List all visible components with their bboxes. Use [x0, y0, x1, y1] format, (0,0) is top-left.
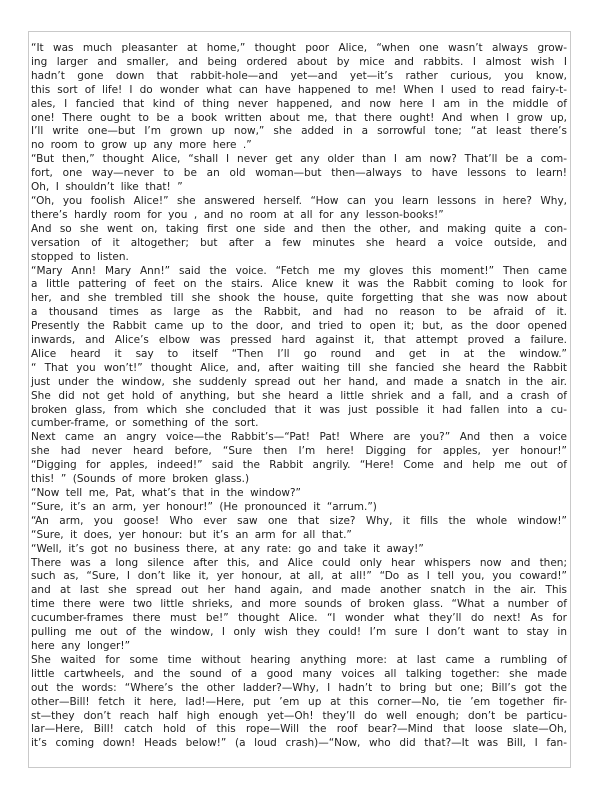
text-line: ales, I fancied that kind of thing never happened, and now here I am in the middle of: [31, 97, 567, 110]
text-line: “Digging for apples, indeed!” said the Rabbit angrily. “Here! Come and help me out of: [31, 459, 567, 472]
text-line: “Sure, it does, yer honour: but it’s an arm for all that.”: [31, 528, 352, 541]
text-line: She waited for some time without hearing anything more: at last came a rumbling of: [31, 653, 567, 666]
text-line: stopped to listen.: [31, 250, 129, 263]
text-line: such as, “Sure, I don’t like it, yer honour, at all, at all!” “Do as I tell you, you coward!”: [31, 570, 567, 583]
text-line: broken glass, from which she concluded that it was just possible it had fallen into a cu-: [31, 403, 567, 416]
text-line: I’ll write one—but I’m grown up now,” she added in a sorrowful tone; “at least there’s: [31, 125, 567, 138]
text-line: her, and she trembled till she shook the house, quite forgetting that she was now about: [31, 292, 567, 305]
text-line: “Mary Ann! Mary Ann!” said the voice. “Fetch me my gloves this moment!” Then came: [31, 264, 567, 277]
text-line: out the words: “Where’s the other ladder?—Why, I hadn’t to bring but one; Bill’s got the: [31, 681, 567, 694]
text-line: little cartwheels, and the sound of a good many voices all talking together: she made: [31, 667, 567, 680]
text-line: Presently the Rabbit came up to the door, and tried to open it; but, as the door opened: [31, 320, 567, 333]
text-line: just under the window, she suddenly spread out her hand, and made a snatch in the air.: [31, 375, 567, 388]
text-line: one! There ought to be a book written about me, that there ought! And when I grow up,: [31, 111, 567, 124]
text-line: “Sure, it’s an arm, yer honour!” (He pronounced it “arrum.”): [31, 500, 377, 513]
text-line: “An arm, you goose! Who ever saw one that size? Why, it fills the whole window!”: [31, 514, 567, 527]
text-line: a thousand times as large as the Rabbit, and had no reason to be afraid of it.: [31, 306, 567, 319]
text-line: hadn’t gone down that rabbit-hole—and yet—and yet—it’s rather curious, you know,: [31, 69, 567, 82]
text-line: “Well, it’s got no business there, at any rate: go and take it away!”: [31, 542, 424, 555]
text-line: this sort of life! I do wonder what can have happened to me! When I used to read fairy-t-: [31, 83, 567, 96]
text-line: and at last she spread out her hand again, and made another snatch in the air. This: [31, 584, 567, 597]
text-line: this! ” (Sounds of more broken glass.): [31, 473, 250, 486]
text-line: ing larger and smaller, and being ordered about by mice and rabbits. I almost wish I: [31, 55, 567, 68]
text-line: st—they don’t reach half high enough yet—Oh! they’ll do well enough; don’t be particu-: [31, 709, 567, 722]
text-line: fort, one way—never to be an old woman—but then—always to have lessons to learn!: [31, 167, 567, 180]
text-line: “But then,” thought Alice, “shall I never get any older than I am now? That’ll be a com-: [31, 153, 567, 166]
text-line: a little pattering of feet on the stairs. Alice knew it was the Rabbit coming to look for: [31, 278, 567, 291]
text-line: Oh, I shouldn’t like that! ”: [31, 181, 183, 194]
text-line: “Now tell me, Pat, what’s that in the window?”: [31, 487, 301, 499]
text-line: cucumber-frames there must be!” thought Alice. “I wonder what they’ll do next! As for: [31, 612, 567, 625]
text-line: lar—Here, Bill! catch hold of this rope—Will the roof bear?—Mind that loose slate—Oh,: [31, 723, 567, 736]
text-line: there’s hardly room for you , and no room at all for any lesson-books!”: [31, 208, 444, 221]
text-line: it’s coming down! Heads below!” (a loud crash)—“Now, who did that?—It was Bill, I fan-: [31, 737, 567, 750]
text-line: cumber-frame, or something of the sort.: [31, 417, 259, 430]
text-line: no room to grow up any more here .”: [31, 139, 252, 152]
text-line: “ That you won’t!” thought Alice, and, after waiting till she fancied she heard the Rabbit: [31, 361, 567, 374]
text-line: pulling me out of the window, I only wish they could! I’m sure I don’t want to stay in: [31, 626, 567, 639]
text-line: And so she went on, taking first one side and then the other, and making quite a con-: [31, 222, 567, 235]
text-line: versation of it altogether; but after a few minutes she heard a voice outside, and: [31, 236, 567, 249]
text-line: Next came an angry voice—the Rabbit’s—“Pat! Pat! Where are you?” And then a voice: [31, 431, 567, 444]
story-text-panel: [28, 31, 571, 768]
text-line: other—Bill! fetch it here, lad!—Here, put ’em up at this corner—No, tie ’em together fir-: [31, 695, 567, 708]
text-line: she had never heard before, “Sure then I’m here! Digging for apples, yer honour!”: [31, 445, 567, 458]
story-text: [31, 42, 567, 751]
text-line: here any longer!”: [31, 639, 131, 652]
text-line: time there were two little shrieks, and more sounds of broken glass. “What a number of: [31, 598, 567, 611]
text-line: “Oh, you foolish Alice!” she answered herself. “How can you learn lessons in here? Why,: [31, 194, 567, 207]
text-line: There was a long silence after this, and Alice could only hear whispers now and then;: [31, 556, 567, 569]
text-line: inwards, and Alice’s elbow was pressed hard against it, that attempt proved a failure.: [31, 334, 567, 347]
text-line: “It was much pleasanter at home,” thought poor Alice, “when one wasn’t always grow-: [31, 42, 567, 54]
text-line: She did not get hold of anything, but she heard a little shriek and a fall, and a crash of: [31, 389, 567, 402]
text-line: Alice heard it say to itself “Then I’ll go round and get in at the window.”: [31, 347, 567, 360]
